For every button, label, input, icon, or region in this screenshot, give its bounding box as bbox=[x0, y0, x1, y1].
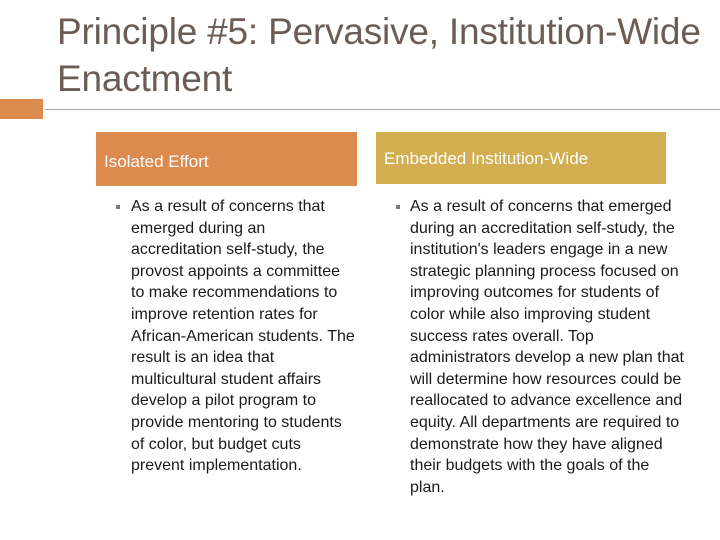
isolated-effort-header: Isolated Effort bbox=[96, 132, 357, 186]
slide-title: Principle #5: Pervasive, Institution-Wide Enactment bbox=[57, 11, 701, 99]
embedded-institution-wide-text: As a result of concerns that emerged during an accreditation self-study, the institution's leaders engage in a new strategic planning process focused on improving outcomes for students of color while also improving student success rates overall. Top administrators develop a new plan that will determine how resources could be reallocated to advance excellence and equity. All departments are required to demonstrate how they have aligned their budgets with the goals of the plan. bbox=[410, 198, 684, 496]
title-divider-line bbox=[45, 109, 720, 110]
square-bullet-icon bbox=[396, 205, 400, 209]
square-bullet-icon bbox=[116, 205, 120, 209]
title-divider-accent bbox=[0, 99, 43, 119]
embedded-institution-wide-header: Embedded Institution-Wide bbox=[376, 132, 666, 184]
isolated-effort-text: As a result of concerns that emerged during an accreditation self-study, the provost appoints a committee to make recommendations to improve retention rates for African-American students. The result is an idea that multicultural student affairs develop a pilot program to provide mentoring to students of color, but budget cuts prevent implementation. bbox=[131, 198, 355, 475]
